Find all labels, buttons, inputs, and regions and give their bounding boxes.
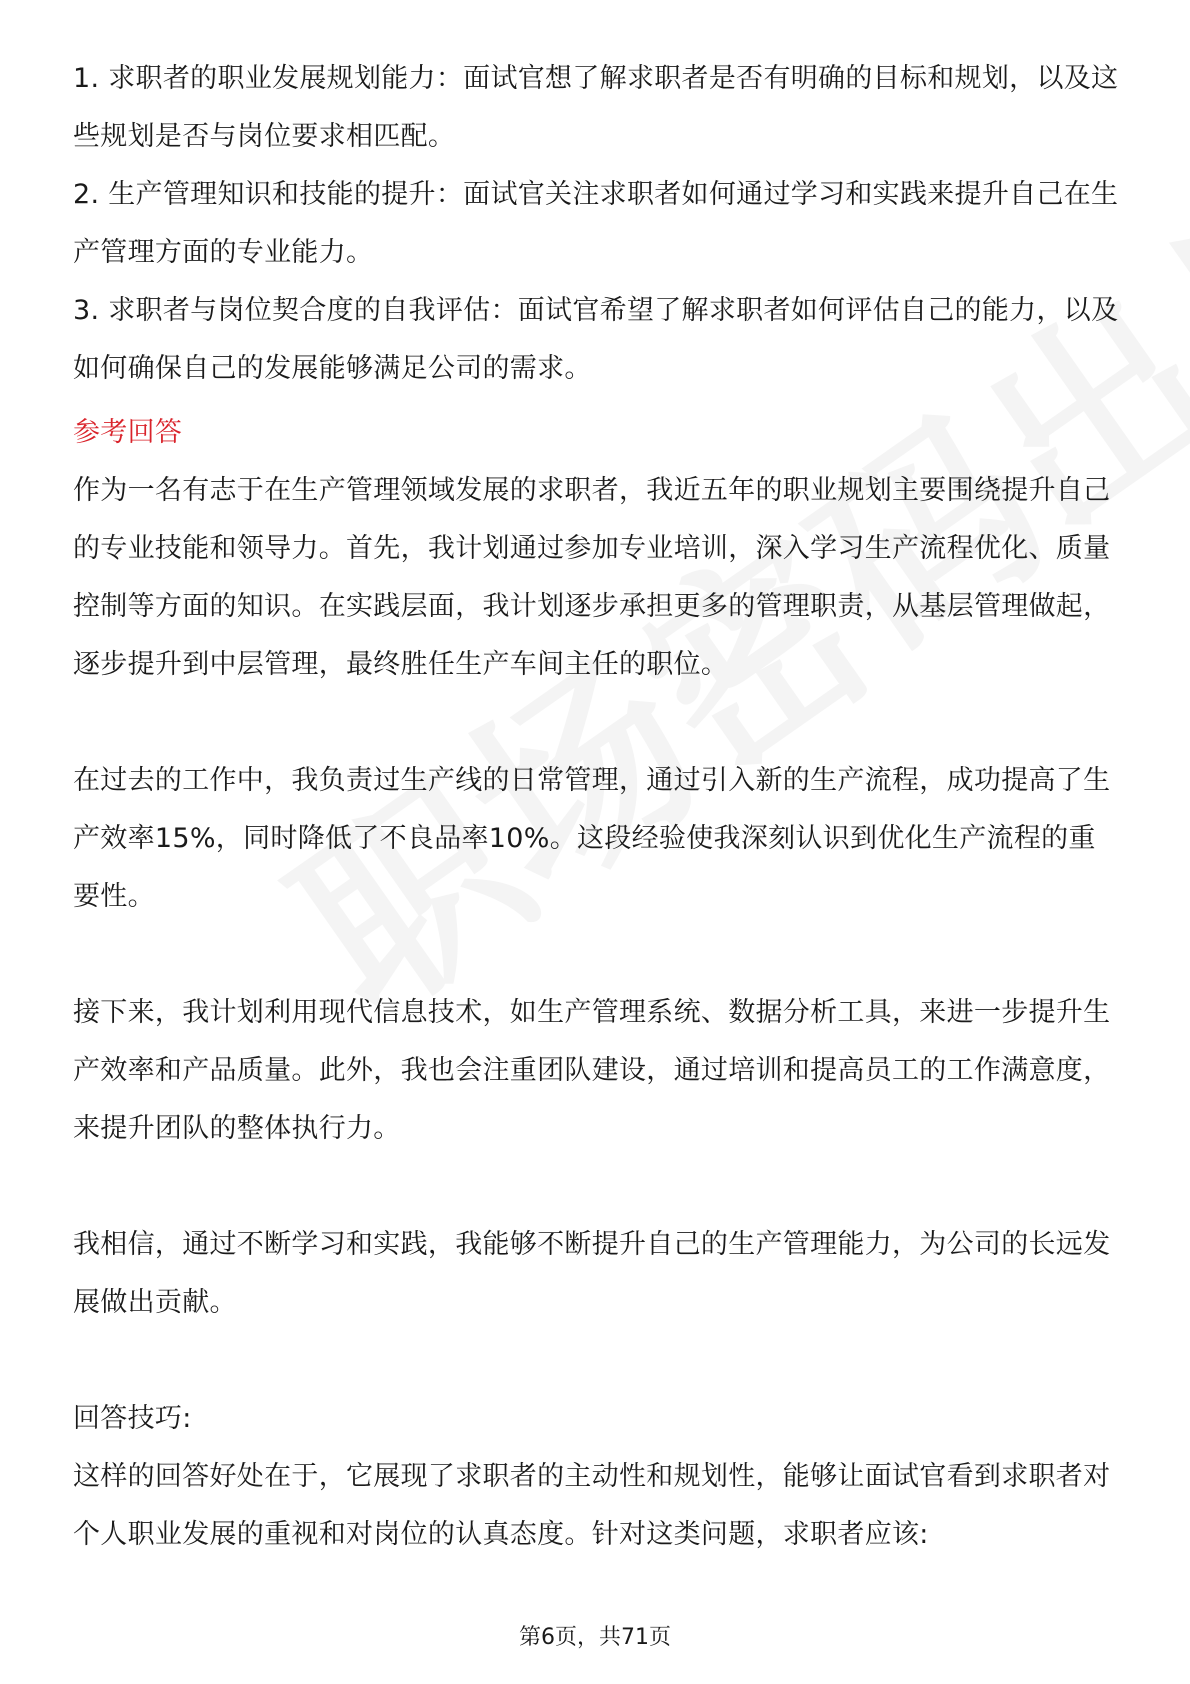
paragraph-spacer — [73, 1332, 1123, 1390]
tips-heading: 回答技巧: — [73, 1403, 192, 1434]
list-item-2: 2. 生产管理知识和技能的提升：面试官关注求职者如何通过学习和实践来提升自己在生产管理方面的专业能力。 — [73, 179, 1119, 268]
answer-heading: 参考回答 — [73, 417, 183, 448]
answer-paragraph-1: 作为一名有志于在生产管理领域发展的求职者，我近五年的职业规划主要围绕提升自己的专业技能和领导力。首先，我计划通过参加专业培训，深入学习生产流程优化、质量控制等方面的知识。在实践层面，我计划逐步承担更多的管理职责，从基层管理做起，逐步提升到中层管理，最终胜任生产车间主任的职位。 — [73, 475, 1111, 680]
list-item-1: 1. 求职者的职业发展规划能力：面试官想了解求职者是否有明确的目标和规划，以及这些规划是否与岗位要求相匹配。 — [73, 63, 1119, 152]
paragraph-spacer — [73, 926, 1123, 984]
tips-paragraph: 这样的回答好处在于，它展现了求职者的主动性和规划性，能够让面试官看到求职者对个人职业发展的重视和对岗位的认真态度。针对这类问题，求职者应该: — [73, 1461, 1111, 1550]
paragraph-spacer — [73, 1158, 1123, 1216]
page-footer: 第6页，共71页 — [519, 1625, 671, 1650]
answer-paragraph-2: 在过去的工作中，我负责过生产线的日常管理，通过引入新的生产流程，成功提高了生产效率15%，同时降低了不良品率10%。这段经验使我深刻认识到优化生产流程的重要性。 — [73, 765, 1111, 912]
list-item-3: 3. 求职者与岗位契合度的自我评估：面试官希望了解求职者如何评估自己的能力，以及如何确保自己的发展能够满足公司的需求。 — [73, 295, 1119, 384]
paragraph-spacer — [73, 694, 1123, 752]
answer-paragraph-3: 接下来，我计划利用现代信息技术，如生产管理系统、数据分析工具，来进一步提升生产效率和产品质量。此外，我也会注重团队建设，通过培训和提高员工的工作满意度，来提升团队的整体执行力。 — [73, 997, 1111, 1144]
document-body — [73, 50, 1123, 1564]
answer-paragraph-4: 我相信，通过不断学习和实践，我能够不断提升自己的生产管理能力，为公司的长远发展做出贡献。 — [73, 1229, 1111, 1318]
